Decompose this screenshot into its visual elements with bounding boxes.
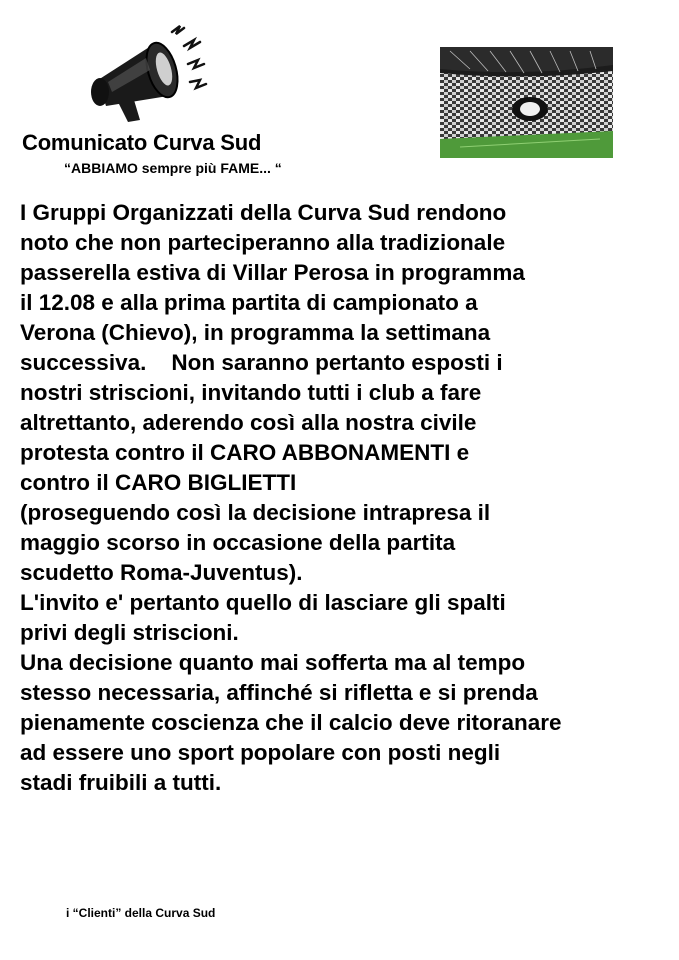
- body-line: maggio scorso in occasione della partita: [20, 530, 456, 555]
- body-line: contro il CARO BIGLIETTI: [20, 470, 297, 495]
- body-line: Una decisione quanto mai sofferta ma al tempo: [20, 650, 526, 675]
- page-title: Comunicato Curva Sud: [22, 130, 262, 155]
- body-line: privi degli striscioni.: [20, 620, 239, 645]
- stadium-choreography-photo: [440, 47, 613, 158]
- announcement-body: [20, 198, 670, 798]
- body-line: L'invito e' pertanto quello di lasciare gli spalti: [20, 590, 506, 615]
- body-line: noto che non parteciperanno alla tradizionale: [20, 230, 506, 255]
- body-line: successiva. Non saranno pertanto esposti i: [20, 350, 503, 375]
- body-line: Verona (Chievo), in programma la settimana: [20, 320, 491, 345]
- body-line: pienamente coscienza che il calcio deve ritoranare: [20, 710, 562, 735]
- body-line: scudetto Roma-Juventus).: [20, 560, 303, 585]
- body-line: passerella estiva di Villar Perosa in programma: [20, 260, 525, 285]
- body-line: il 12.08 e alla prima partita di campionato a: [20, 290, 478, 315]
- page-subtitle: “ABBIAMO sempre più FAME... “: [64, 160, 282, 176]
- body-line: I Gruppi Organizzati della Curva Sud rendono: [20, 200, 507, 225]
- body-line: stadi fruibili a tutti.: [20, 770, 222, 795]
- megaphone-icon: [84, 22, 214, 130]
- body-line: nostri striscioni, invitando tutti i club a fare: [20, 380, 482, 405]
- signature: i “Clienti” della Curva Sud: [66, 906, 216, 920]
- body-line: stesso necessaria, affinché si rifletta e si prenda: [20, 680, 538, 705]
- body-line: altrettanto, aderendo così alla nostra civile: [20, 410, 477, 435]
- body-line: ad essere uno sport popolare con posti negli: [20, 740, 501, 765]
- body-line: (proseguendo così la decisione intrapresa il: [20, 500, 491, 525]
- body-line: protesta contro il CARO ABBONAMENTI e: [20, 440, 470, 465]
